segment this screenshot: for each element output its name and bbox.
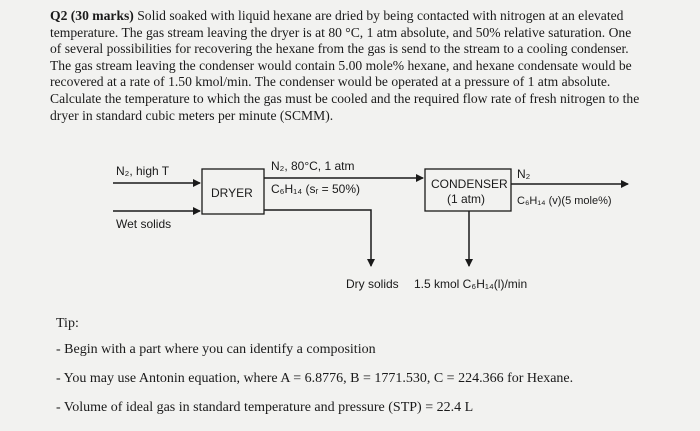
condenser-pressure-label: (1 atm): [447, 192, 486, 206]
condenser-out-label-1: N₂: [517, 167, 531, 181]
tip-item: - Volume of ideal gas in standard temperature and pressure (STP) = 22.4 L: [56, 400, 474, 415]
condenser-label: CONDENSER: [431, 177, 508, 191]
gas-out-label-2: C₆H₁₄ (sᵣ = 50%): [271, 182, 361, 196]
tip-item: - You may use Antonin equation, where A = 6.8776, B = 1771.530, C = 224.366 for Hexane.: [56, 371, 574, 386]
dry-solids-stream: [264, 210, 371, 266]
tip-item: - Begin with a part where you can identify a composition: [56, 342, 376, 357]
dryer-label: DRYER: [211, 186, 253, 200]
tips-heading: Tip:: [56, 316, 79, 331]
problem-label: Q2 (30 marks): [50, 8, 134, 23]
wet-solids-label: Wet solids: [116, 217, 172, 231]
dry-solids-label: Dry solids: [346, 277, 399, 291]
problem-text: Solid soaked with liquid hexane are dried by being contacted with nitrogen at an elevated temperature. The gas stream leaving the dryer is at 80 °C, 1 atm absolute, and 50% relative saturation. One of several possibilities for recovering the hexane from the gas is send to the stream to a cooling condenser. The gas stream leaving the condenser would contain 5.00 mole% hexane, and hexane condensate would be recovered at a rate of 1.50 kmol/min. The condenser would be operated at a pressure of 1 atm absolute. Calculate the temperature to which the gas must be cooled and the required flow rate of fresh nitrogen to the dryer in standard cubic meters per minute (SCMM).: [50, 8, 640, 123]
condenser-out-label-2: C₆H₁₄ (v)(5 mole%): [517, 195, 612, 207]
n2-inlet-label: N₂, high T: [116, 164, 170, 178]
condensate-label: 1.5 kmol C₆H₁₄(l)/min: [414, 277, 528, 291]
gas-out-label-1: N₂, 80°C, 1 atm: [271, 159, 355, 173]
tips-section: [56, 314, 573, 427]
